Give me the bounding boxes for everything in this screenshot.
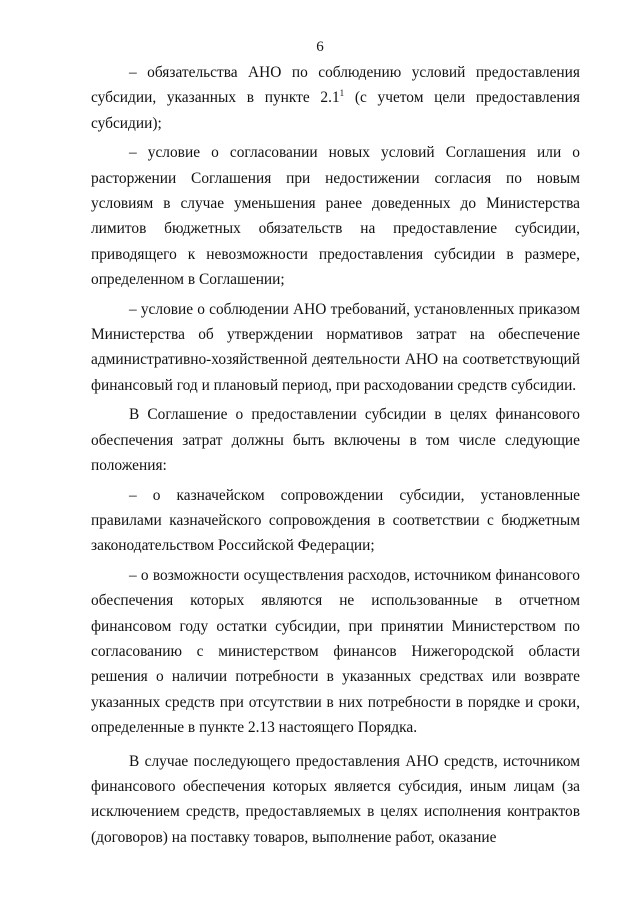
- paragraph-agreement-terms: – условие о согласовании новых условий Соглашения или о расторжении Соглашения при недостижении согласия по новым условиям в случае уменьшения ранее доведенных до Министерства лимитов бюджетных обязательств на предоставление субсидии, приводящего к невозможности предоставления субсидии в размере, определенном в Соглашении;: [91, 144, 580, 289]
- paragraph-requirements-compliance: – условие о соблюдении АНО требований, установленных приказом Министерства об утверждении нормативов затрат на обеспечение административно-хозяйственной деятельности АНО на соответствующий финансовый год и плановый период, при расходовании средств субсидии.: [91, 300, 580, 394]
- paragraph-agreement-provisions: В Соглашение о предоставлении субсидии в целях финансового обеспечения затрат должны быть включены в том числе следующие положения:: [91, 406, 580, 475]
- paragraph-obligations: [91, 60, 580, 136]
- paragraph-obligations-text-end: (с учетом цели предоставления субсидии);: [91, 89, 580, 132]
- footnote-superscript: 1: [339, 88, 345, 99]
- paragraph-obligations-text: – обязательства АНО по соблюдению условий предоставления субсидии, указанных в пункте 2.1: [91, 64, 580, 107]
- document-body: [91, 60, 580, 850]
- paragraph-treasury-support: – о казначейском сопровождении субсидии, установленные правилами казначейского сопровождения в соответствии с бюджетным законодательством Российской Федерации;: [91, 486, 580, 555]
- paragraph-unused-balances: – о возможности осуществления расходов, источником финансового обеспечения которых являются не использованные в отчетном финансовом году остатки субсидии, при принятии Министерством по согласованию с министерством финансов Нижегородской области решения о наличии потребности в указанных средствах или возврате указанных средств при отсутствии в них потребности в порядке и сроки, определенные в пункте 2.13 настоящего Порядка.: [91, 566, 580, 737]
- paragraph-subsequent-provision: В случае последующего предоставления АНО средств, источником финансового обеспечения которых является субсидия, иным лицам (за исключением средств, предоставляемых в целях исполнения контрактов (договоров) на поставку товаров, выполнение работ, оказание: [91, 752, 580, 846]
- page-number: 6: [316, 39, 324, 55]
